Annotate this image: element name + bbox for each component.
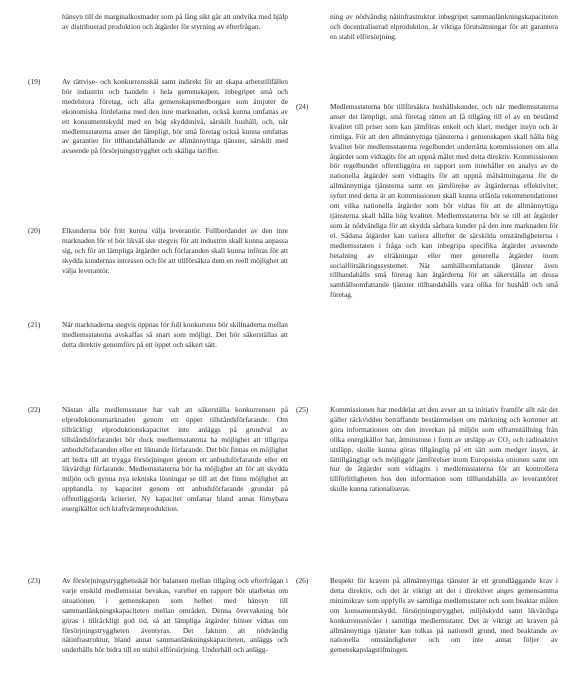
recital-number: (23) (28, 576, 41, 585)
recital-number: (19) (28, 77, 41, 86)
recital-text: Respekt för kraven på allmännyttiga tjänster är ett grundläggande krav i detta direktiv, och det är viktigt att det i direktivet anges gemensamma minimikrav som uppfylls av samtliga medlemsstater och som beaktar målen om konsumentskydd, försörjningstrygghet, miljöskydd samt likvärdiga konkurrensnivåer i samtliga medlemsstater. Det är viktigt att kraven på allmännyttiga tjänster kan tolkas på nationell grund, med beaktande av nationella omständigheter och om inte annat följer av gemenskapslagstiftningen. (330, 576, 558, 655)
recital-23 (28, 576, 288, 655)
recital-text: Medlemsstaterna bör tillförsäkra hushållskunder, och när medlemsstaterna anser det lämpligt, små företag rätten att få tillgång till el av en bestämd kvalitet till priser som kan jämföras enkelt och klart, medger insyn och är rimliga. För att den allmännyttiga tjänsterna i gemenskapen skall hålla hög kvalitet bör medlemsstaterna regelbundet underrätta kommissionen om alla åtgärder som vidtagits för att uppnå målet med detta direktiv. Kommissionen bör regelbundet offentliggöra en rapport som innehåller en analys av de nationella åtgärder som vidtagits för att uppnå målsättningarna för de allmännyttiga tjänsterna samt en jämförelse av åtgärdernas effektivitet; syftet med detta är att kommissionen skall kunna utfärda rekommendationer om vilka nationella åtgärder som bör vidtas för att de allmännyttiga tjänsterna skall hålla hög kvalitet. Medlemsstaterna bör se till att åtgärder som är nödvändiga för att skydda sårbara kunder på den inre marknaden för el. Sådana åtgärder kan variera alltefter de särskilda omständigheterna i medlemsstaten i fråga och kan inbegripa specifika åtgärder avseende betalning av elräkningar eller mer generella åtgärder inom socialförsäkringssystemet. När samhällsomfattande tjänster även tillhandahålls små företag kan åtgärderna för att säkerställa att dessa samhällsomfattande tjänster tillhandahålls vara olika för hushåll och små företag. (330, 102, 558, 300)
recital-24 (296, 102, 558, 300)
recital-number: (22) (28, 405, 41, 414)
right-continuation-paragraph (296, 12, 558, 42)
recital-text: När marknaderna stegvis öppnas för full konkurrens bör skillnaderna mellan medlemsstaterna avskaffas så snart som möjligt. Det bör säkerställas att detta direktiv genomförs på ett öppet och säkert sätt. (62, 320, 288, 349)
recital-text: Kommissionen har meddelat att den avser att ta initiativ framför allt när det gäller räckvidden beträffande bestämmelsen om märkning och kommer att göra informationen om den inverkan på miljön som elframställning från olika energikällor har, åtminstone i form av utsläpp av CO₂ och radioaktivt utsläpp, skulle kunna göras tillgänglig på ett sätt som medger insyn, är lättillgängligt och möjliggör jämförelser inom Europeiska unionen samt om hur de åtgärder som vidtagits i medlemsstaterna för att kontrollera tillförlitligheten hos den information som tillhandahålls av leverantörer skulle kunna rationaliseras. (330, 405, 558, 494)
recital-21 (28, 320, 288, 350)
recital-text: Elkunderna bör fritt kunna välja leverantör. Fullbordandet av den inre marknaden för el bör likväl ske stegvis för att industrin skall kunna anpassa sig, och för att lämpliga åtgärder och förfaranden skall kunna införas för att skydda kundernas intressen och för att tillförsäkra dem en reell möjlighet att välja leverantör. (62, 226, 288, 275)
recital-text: Nästan alla medlemsstater har valt att säkerställa konkurrensen på elproduktionsmarknaden genom ett öppet tillståndsförfarande. Om tillräckligt elproduktionskapacitet inte anläggs på grundval av tillståndsförfarandet bör dock medlemsstaterna ha möjlighet att tillgripa anbudsförfaranden eller ett liknande förfarande. Det bör finnas en möjlighet att bidra till att trygga försörjningen genom ett anbudsförfarande eller ett likvärdigt förfarande. Medlemsstaterna bör ha möjlighet att för att skydda miljön och gynna nya tekniska lösningar se till att det finns möjlighet att upphandla ny kapacitet genom ett anbudsförfarande grundat på offentliggjorda kriterier. Ny kapacitet omfattar bland annat förnybara energikällor och kraftvärmeproduktion. (62, 405, 288, 514)
paragraph-text: hänsyn till de marginalkostnader som på lång sikt går att undvika med hjälp av distribuerad produktion och åtgärder för styrning av efterfrågan. (62, 12, 288, 31)
recital-text: Av försörjningstrygghetsskäl bör balansen mellan tillgång och efterfrågan i varje enskild medlemsstat bevakas, varefter en rapport bör utarbetas om situationen i gemenskapen som helhet med hänsyn till sammanlänkningskapaciteten mellan områden. Denna övervakning bör göras i tillräckligt god tid, så att lämpliga åtgärder hinner vidtas om försörjningstryggheten äventyras. Det faktum att nödvändig nätinfrastruktur, bland annat sammanlänkningskapaciteten, anläggs och underhålls bör bidra till en stabil elförsörjning. Underhåll och anlägg- (62, 576, 288, 655)
recital-number: (26) (296, 576, 309, 585)
recital-text: Av rättvise- och konkurrensskäl samt indirekt för att skapa arbetstillfällen bör industrin och handeln i hela gemenskapen, inbegripet små och medelstora företag, och alla gemenskapsmedborgare som åtnjuter de ekonomiska fördelarna med den inre marknaden, också kunna omfattas av ett konsumentskydd med en hög skyddsnivå, särskilt hushåll, och, när medlemsstaterna anser det lämpligt, bör små företag också kunna omfattas av garantier för tillhandahållande av allmännyttiga tjänster, särskilt med avseende på försörjningstrygghet och skäliga tariffer. (62, 77, 288, 156)
recital-number: (20) (28, 226, 41, 235)
recital-20 (28, 226, 288, 276)
paragraph-text: ning av nödvändig nätinfrastruktur inbegripet sammanlänkningskapaciteten och decentraliserad elproduktion, är viktiga förutsättningar för att garantera en stabil elförsörjning. (330, 12, 558, 41)
recital-number: (24) (296, 102, 309, 111)
recital-number: (25) (296, 405, 309, 414)
recital-22 (28, 405, 288, 514)
recital-26 (296, 576, 558, 655)
recital-25 (296, 405, 558, 494)
left-continuation-paragraph (28, 12, 288, 32)
recital-19 (28, 77, 288, 156)
recital-number: (21) (28, 320, 41, 329)
